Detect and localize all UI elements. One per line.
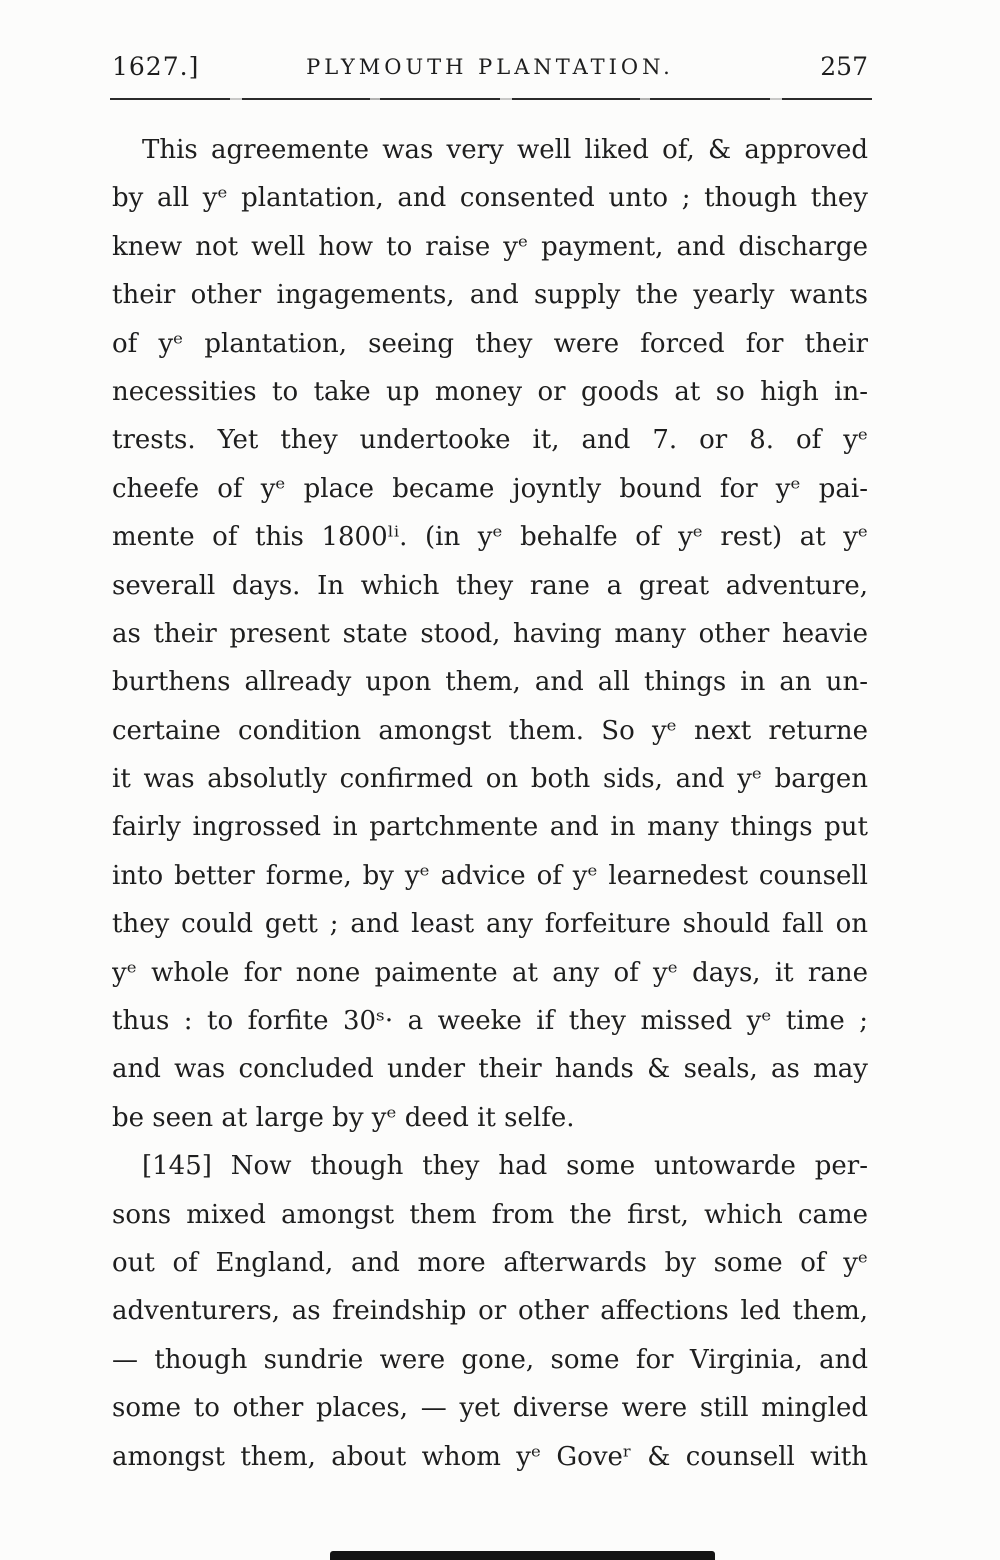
text-line: severall days. In which they rane a great adventure, — [112, 570, 868, 601]
text-line: it was absolutly confirmed on both sids, and yᵉ bargen — [112, 764, 868, 795]
text-line: fairly ingrossed in partchmente and in many things put — [112, 812, 868, 843]
text-line: and was concluded under their hands & seals, as may — [112, 1054, 868, 1085]
body-text — [112, 126, 868, 1481]
text-line: certaine condition amongst them. So yᵉ next returne — [112, 715, 868, 746]
text-line: cheefe of yᵉ place became joyntly bound for yᵉ pai- — [112, 473, 868, 504]
text-line: knew not well how to raise yᵉ payment, and discharge — [112, 231, 868, 262]
text-line: [145] Now though they had some untowarde per- — [142, 1151, 868, 1182]
text-line: some to other places, — yet diverse were still mingled — [112, 1393, 868, 1424]
text-line: trests. Yet they undertooke it, and 7. or 8. of yᵉ — [112, 425, 868, 456]
text-line: amongst them, about whom yᵉ Goveʳ & counsell with — [112, 1441, 868, 1472]
text-line: thus : to forfite 30ˢ· a weeke if they missed yᵉ time ; — [112, 1006, 868, 1037]
text-line: — though sundrie were gone, some for Virginia, and — [112, 1344, 868, 1375]
text-line: adventurers, as freindship or other affections led them, — [112, 1296, 868, 1327]
text-line: This agreemente was very well liked of, & approved — [142, 135, 868, 165]
text-line: necessities to take up money or goods at so high in- — [112, 376, 868, 407]
text-line: of yᵉ plantation, seeing they were forced for their — [112, 328, 868, 359]
scan-gutter-shadow — [330, 1551, 715, 1560]
text-line: burthens allready upon them, and all things in an un- — [112, 667, 868, 698]
page-header — [112, 52, 868, 86]
text-line: they could gett ; and least any forfeiture should fall on — [112, 909, 868, 940]
paragraph-1 — [112, 126, 868, 1142]
header-rule — [110, 98, 872, 100]
text-line: yᵉ whole for none paimente at any of yᵉ days, it rane — [112, 957, 868, 988]
text-line: as their present state stood, having many other heavie — [112, 618, 868, 649]
text-line: be seen at large by yᵉ deed it selfe. — [112, 1102, 575, 1133]
text-line: sons mixed amongst them from the first, which came — [112, 1199, 868, 1230]
page-number: 257 — [820, 52, 868, 81]
year-folio: 1627.] — [112, 52, 200, 81]
text-line: mente of this 1800ˡⁱ. (in yᵉ behalfe of yᵉ rest) at yᵉ — [112, 522, 868, 553]
text-line: into better forme, by yᵉ advice of yᵉ learnedest counsell — [112, 860, 868, 891]
running-title: PLYMOUTH PLANTATION. — [306, 55, 674, 79]
text-line: by all yᵉ plantation, and consented unto ; though they — [112, 183, 868, 214]
paragraph-2 — [112, 1142, 868, 1481]
text-line: out of England, and more afterwards by some of yᵉ — [112, 1247, 868, 1278]
text-line: their other ingagements, and supply the yearly wants — [112, 280, 868, 311]
